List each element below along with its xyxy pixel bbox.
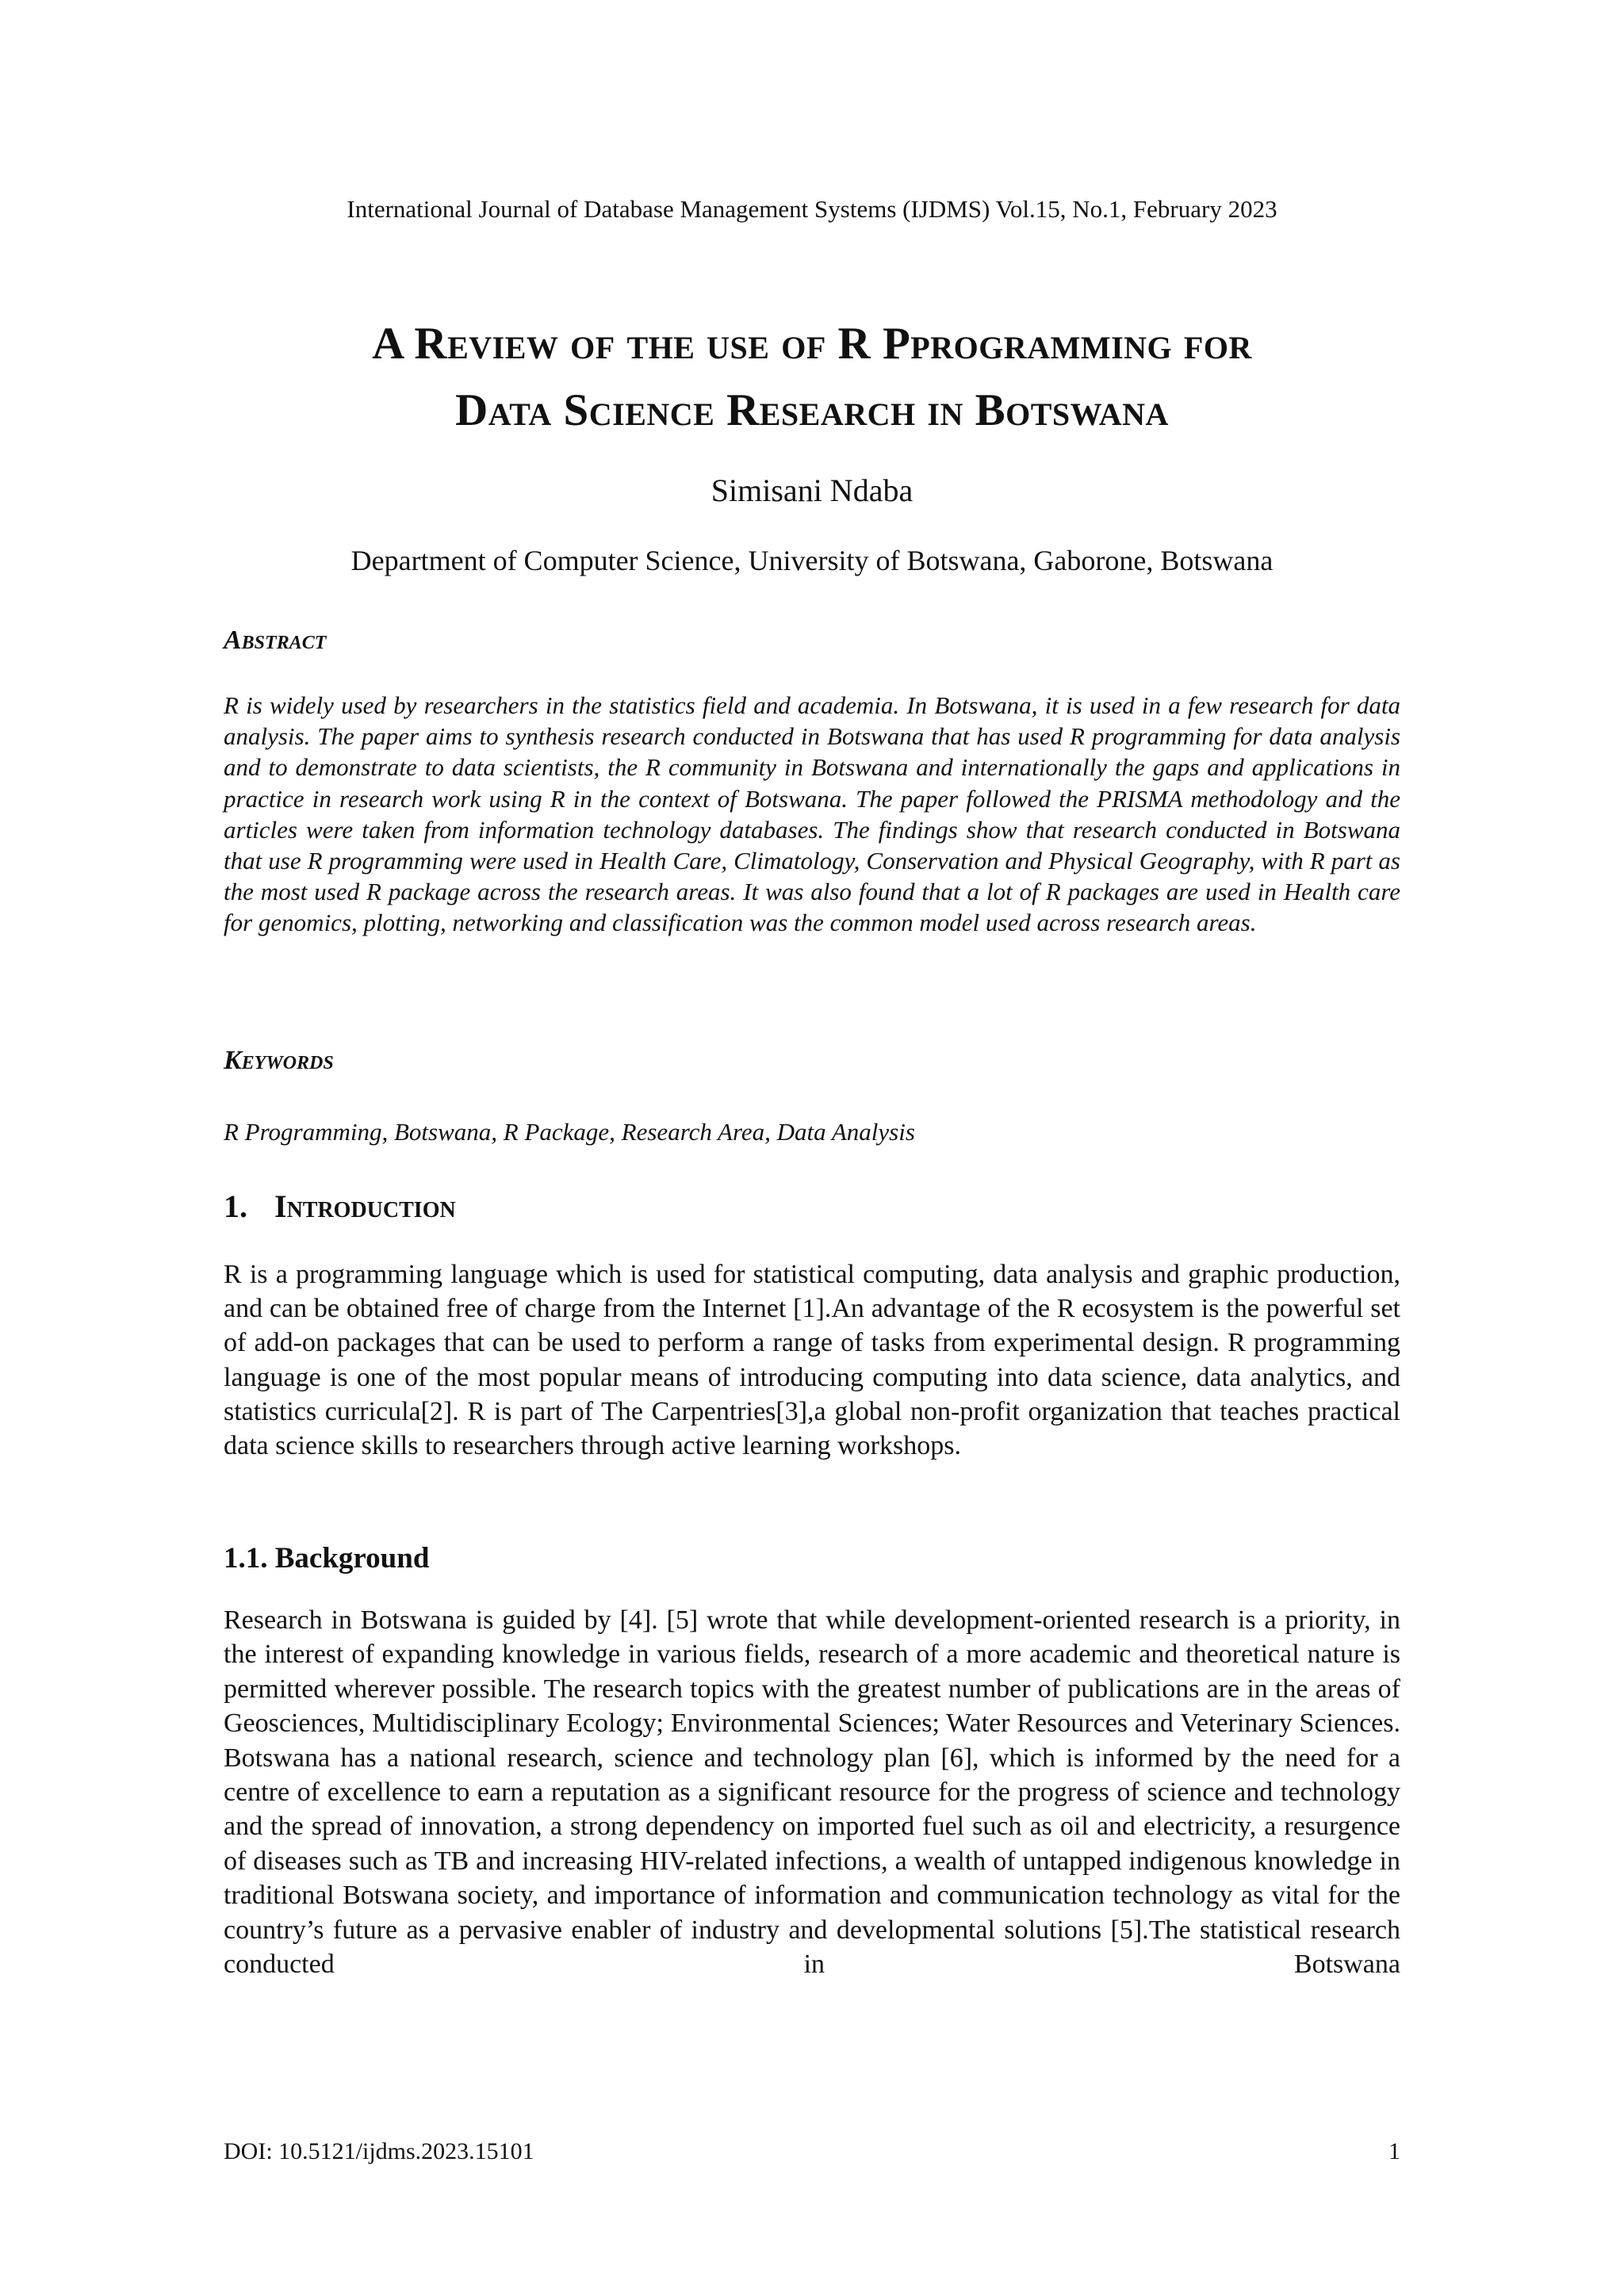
introduction-number: 1. — [224, 1188, 247, 1224]
introduction-text: R is a programming language which is used for statistical computing, data analysis and graphic production, and can be obtained free of charge from the Internet [1].An advantage of the R ecosystem is the powerful set of add-on packages that can be used to perform a range of tasks from experimental design. R programming language is one of the most popular means of introducing computing into data science, data analytics, and statistics curricula[2]. R is part of The Carpentries[3],a global non-profit organization that teaches practical data science skills to researchers through active learning workshops. — [224, 1260, 1400, 1461]
background-text-container — [224, 1603, 1400, 1981]
abstract-text: R is widely used by researchers in the statistics field and academia. In Botswana, it is used in a few research for data analysis. The paper aims to synthesis research conducted in Botswana that has used R programming for data analysis and to demonstrate to data scientists, the R community in Botswana and internationally the gaps and applications in practice in research work using R in the context of Botswana. The paper followed the PRISMA methodology and the articles were taken from information technology databases. The findings show that research conducted in Botswana that use R programming were used in Health Care, Climatology, Conservation and Physical Geography, with R part as the most used R package across the research areas. It was also found that a lot of R packages are used in Health care for genomics, plotting, networking and classification was the common model used across research areas. — [224, 691, 1400, 937]
page-number: 1 — [1388, 2138, 1400, 2164]
author-affiliation: Department of Computer Science, University of Botswana, Gaborone, Botswana — [350, 545, 1274, 576]
paper-title-line-2: Data Science Research in Botswana — [455, 385, 1169, 435]
author-name: Simisani Ndaba — [710, 473, 914, 508]
abstract-heading: Abstract — [224, 626, 327, 655]
background-text: Research in Botswana is guided by [4]. [5] wrote that while development-oriented research is a priority, in the interest of expanding knowledge in various fields, research of a more academic and theoretical nature is permitted wherever possible. The research topics with the greatest number of publications are in the areas of Geosciences, Multidisciplinary Ecology; Environmental Sciences; Water Resources and Veterinary Sciences. Botswana has a national research, science and technology plan [6], which is informed by the need for a centre of excellence to earn a reputation as a significant resource for the progress of science and technology and the spread of innovation, a strong dependency on imported fuel such as oil and electricity, a resurgence of diseases such as TB and increasing HIV-related infections, a wealth of untapped indigenous knowledge in traditional Botswana society, and importance of information and communication technology as vital for the country’s future as a pervasive enabler of industry and developmental solutions [5].The statistical research conducted in Botswana — [224, 1605, 1400, 1980]
footer-doi: DOI: 10.5121/ijdms.2023.15101 — [224, 2138, 534, 2164]
keywords-heading: Keywords — [224, 1046, 334, 1075]
paper-title — [159, 311, 1465, 444]
background-heading: 1.1. Background — [224, 1542, 430, 1575]
keywords-text: R Programming, Botswana, R Package, Research Area, Data Analysis — [224, 1118, 915, 1146]
journal-header: International Journal of Database Management Systems (IJDMS) Vol.15, No.1, February 2023 — [347, 195, 1277, 223]
introduction-title: Introduction — [274, 1188, 456, 1224]
paper-title-line-1: A Review of the use of R Pprogramming for — [372, 319, 1252, 369]
introduction-heading — [224, 1186, 456, 1227]
